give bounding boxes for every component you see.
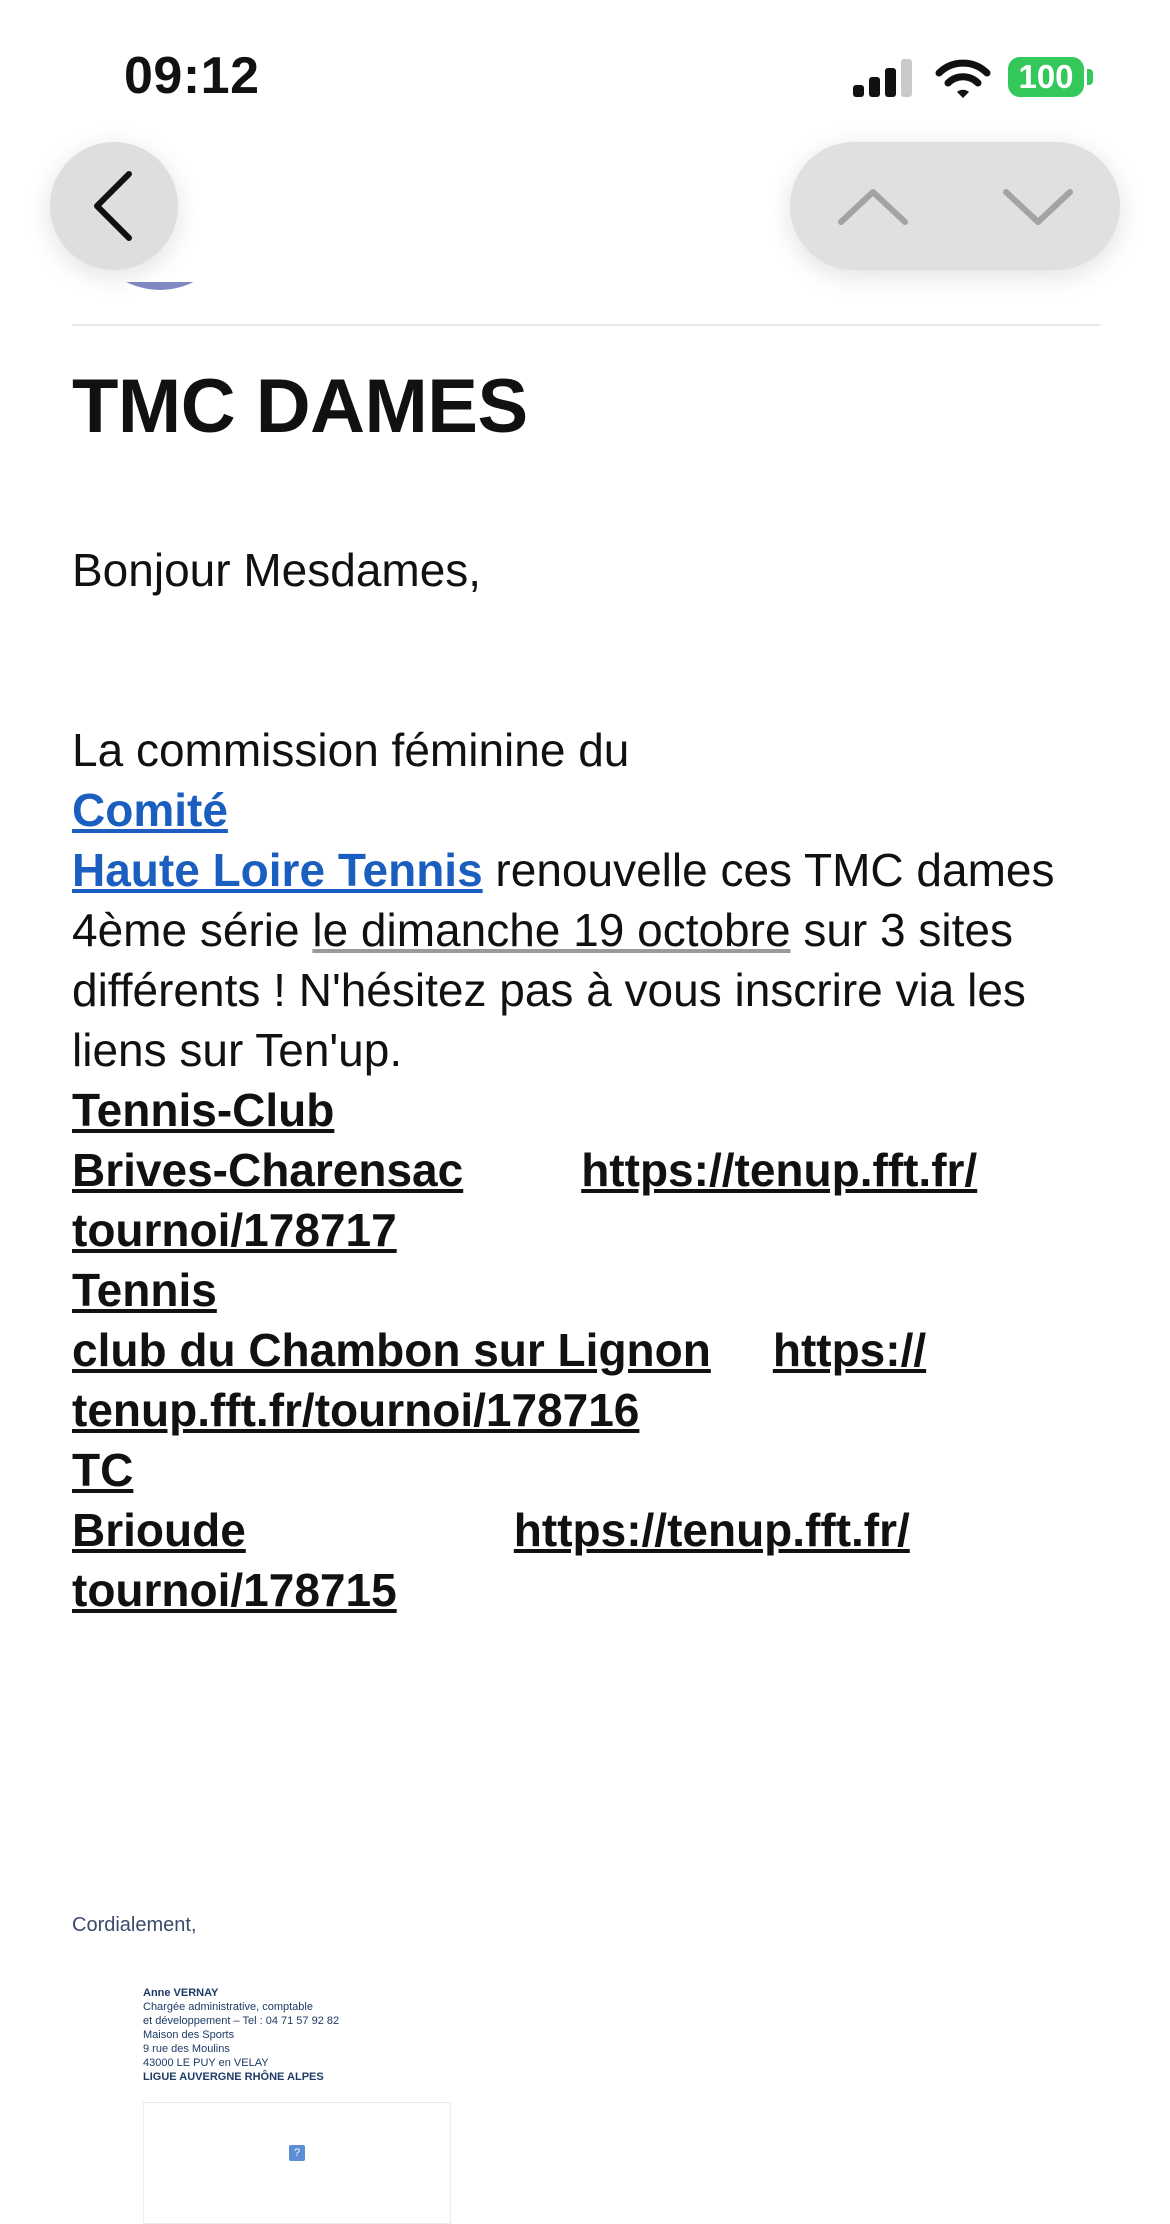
signature-role-phone: et développement – Tel : 04 71 57 92 82 <box>143 2015 340 2027</box>
club-entry-1 <box>72 1080 1112 1260</box>
back-button[interactable] <box>50 142 178 270</box>
greeting: Bonjour Mesdames, <box>72 544 482 596</box>
sign-off: Cordialement, <box>72 1914 197 1936</box>
club-url-link-cont[interactable]: tenup.fft.fr/tournoi/178716 <box>72 1384 640 1436</box>
intro-text: La commission féminine du <box>72 724 630 776</box>
signature-org: LIGUE AUVERGNE RHÔNE ALPES <box>143 2071 324 2083</box>
next-message-button[interactable] <box>955 142 1120 270</box>
paragraph-text-end: sur 3 sites différents ! N'hésitez pas à vous inscrire via les liens sur Ten'up. <box>72 904 1026 1076</box>
signature-block <box>143 1986 339 2084</box>
battery-level: 100 <box>1018 58 1074 95</box>
paragraph-text: renouvelle ces TMC dames 4ème série <box>72 844 1055 956</box>
club-url-link[interactable]: https://tenup.fft.fr/ <box>581 1144 978 1196</box>
date-link[interactable]: le dimanche 19 octobre <box>312 904 791 956</box>
chevron-up-icon <box>835 184 911 228</box>
back-chevron-icon <box>89 168 139 244</box>
club-name-line1: Tennis-Club <box>72 1084 335 1136</box>
club-name-line2: Brioude <box>72 1504 246 1556</box>
comite-link[interactable]: Comité <box>72 784 228 836</box>
signature-role: Chargée administrative, comptable <box>143 2001 313 2013</box>
club-name-line1: Tennis <box>72 1264 217 1316</box>
club-entry-2 <box>72 1260 1112 1440</box>
signature-city: 43000 LE PUY en VELAY <box>143 2057 269 2069</box>
message-navigation <box>790 142 1120 270</box>
status-time: 09:12 <box>124 47 260 105</box>
wifi-icon <box>935 57 991 99</box>
header-divider <box>72 324 1100 326</box>
club-name-line2: Brives-Charensac <box>72 1144 464 1196</box>
chevron-down-icon <box>1000 184 1076 228</box>
previous-message-button[interactable] <box>790 142 955 270</box>
club-entry-3 <box>72 1440 1112 1620</box>
signature-address: Maison des Sports <box>143 2029 235 2041</box>
club-url-link-cont[interactable]: tournoi/178715 <box>72 1564 397 1616</box>
intro-paragraph <box>72 720 1112 1080</box>
email-body <box>72 540 1112 1620</box>
email-subject: TMC DAMES <box>72 364 528 449</box>
battery-nub <box>1087 69 1093 85</box>
club-name-line1: TC <box>72 1444 134 1496</box>
signature-image-frame <box>143 2102 451 2224</box>
battery-icon <box>1008 57 1084 97</box>
broken-image-icon: ? <box>289 2145 305 2161</box>
club-url-link-cont[interactable]: tournoi/178717 <box>72 1204 397 1256</box>
signature-name: Anne VERNAY <box>143 1987 219 1999</box>
haute-loire-tennis-link[interactable]: Haute Loire Tennis <box>72 844 483 896</box>
club-url-link[interactable]: https:// <box>772 1324 927 1376</box>
signature-street: 9 rue des Moulins <box>143 2043 230 2055</box>
signal-icon <box>853 59 915 97</box>
club-name-line2: club du Chambon sur Lignon <box>72 1324 711 1376</box>
club-url-link[interactable]: https://tenup.fft.fr/ <box>513 1504 910 1556</box>
